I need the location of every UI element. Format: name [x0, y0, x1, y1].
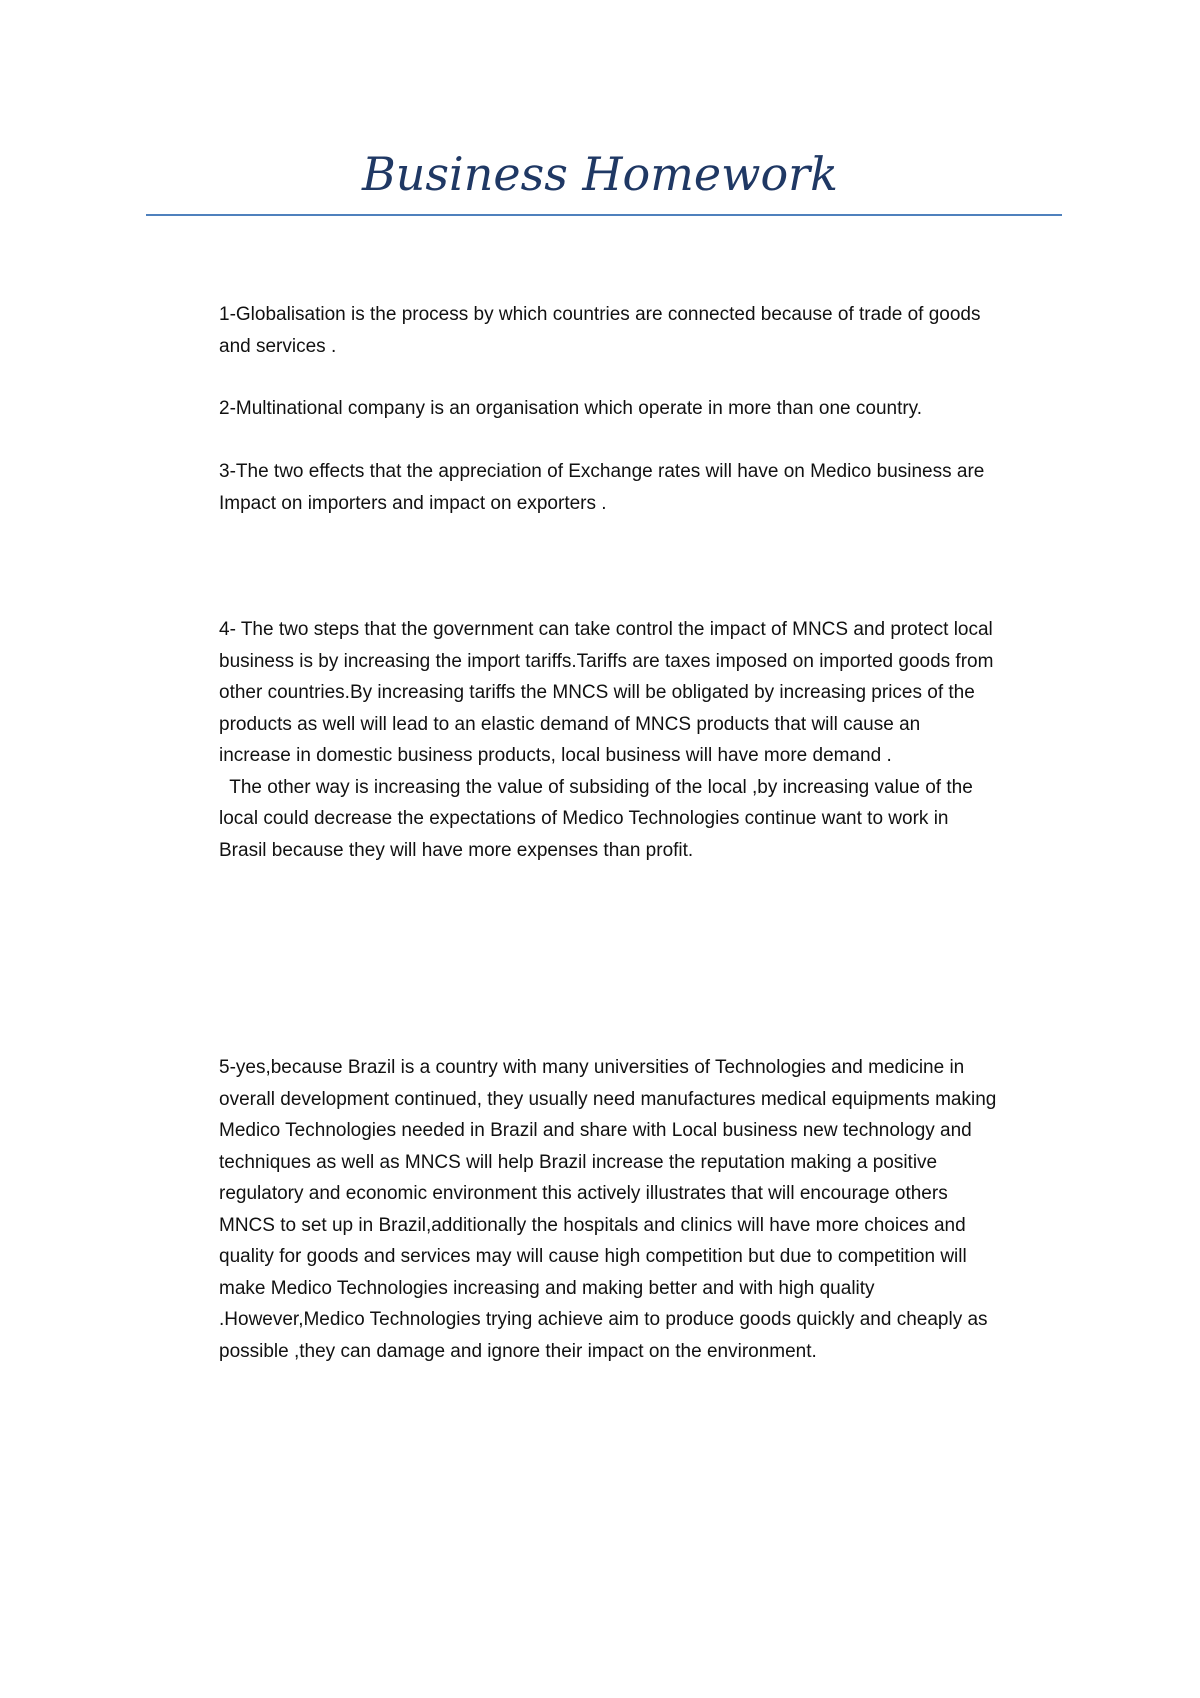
answer-5-line-10: possible ,they can damage and ignore their impact on the environment.	[219, 1340, 817, 1362]
answer-4-line-8: Brasil because they will have more expenses than profit.	[219, 839, 694, 861]
answer-1	[219, 299, 1069, 362]
document-title: Business Homework	[361, 147, 838, 201]
answer-5-line-5: regulatory and economic environment this actively illustrates that will encourage others	[219, 1183, 948, 1204]
answer-3	[219, 456, 1069, 519]
answer-5-line-7: quality for goods and services may will cause high competition but due to competition will	[219, 1246, 967, 1267]
answer-1-line-2: and services .	[219, 335, 337, 357]
answer-4-line-7: local could decrease the expectations of Medico Technologies continue want to work in	[219, 808, 949, 829]
answer-4-line-5: increase in domestic business products, local business will have more demand .	[219, 745, 892, 766]
answer-5-line-9: .However,Medico Technologies trying achieve aim to produce goods quickly and cheaply as	[219, 1309, 988, 1330]
answer-2-line-1: 2-Multinational company is an organisation which operate in more than one country.	[219, 398, 923, 419]
answer-5-line-6: MNCS to set up in Brazil,additionally the hospitals and clinics will have more choices and	[219, 1214, 966, 1236]
answer-3-line-1: 3-The two effects that the appreciation of Exchange rates will have on Medico business are	[219, 461, 985, 482]
title-underline	[146, 214, 1062, 216]
answer-2	[219, 393, 1069, 425]
answer-4-line-2: business is by increasing the import tariffs.Tariffs are taxes imposed on imported goods from	[219, 650, 994, 672]
answer-5-line-8: make Medico Technologies increasing and making better and with high quality	[219, 1277, 875, 1299]
answer-3-line-2: Impact on importers and impact on exporters .	[219, 492, 607, 514]
answer-5-line-1: 5-yes,because Brazil is a country with many universities of Technologies and medicine in	[219, 1057, 965, 1078]
answer-5-line-3: Medico Technologies needed in Brazil and share with Local business new technology and	[219, 1120, 972, 1141]
answer-4-line-1: 4- The two steps that the government can take control the impact of MNCS and protect local	[219, 619, 993, 640]
answer-1-line-1: 1-Globalisation is the process by which countries are connected because of trade of goods	[219, 304, 981, 325]
answer-4-line-4: products as well will lead to an elastic demand of MNCS products that will cause an	[219, 713, 921, 735]
answer-4-line-3: other countries.By increasing tariffs the MNCS will be obligated by increasing prices of the	[219, 682, 975, 703]
answer-5	[219, 1052, 1069, 1367]
answer-4-line-6: The other way is increasing the value of subsiding of the local ,by increasing value of the	[219, 776, 973, 798]
answer-5-line-2: overall development continued, they usually need manufactures medical equipments making	[219, 1088, 997, 1110]
answer-4	[219, 614, 1069, 866]
answer-5-line-4: techniques as well as MNCS will help Brazil increase the reputation making a positive	[219, 1151, 938, 1173]
